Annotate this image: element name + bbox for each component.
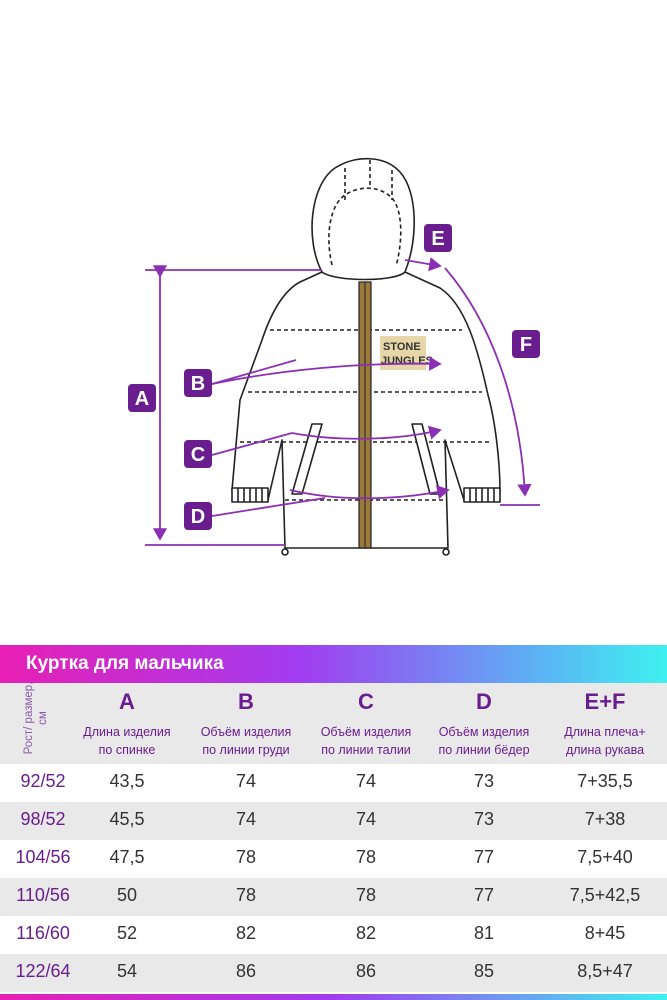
value-cell: 78 — [355, 885, 377, 905]
table-row — [0, 916, 667, 954]
value-cell: 7+38 — [584, 809, 626, 829]
badge-label-b: B — [190, 373, 206, 395]
value-cell: 54 — [116, 961, 138, 981]
value-cell: 47,5 — [109, 847, 145, 867]
badge-label-a: A — [134, 388, 150, 410]
column-desc-line: по спинке — [98, 743, 156, 757]
column-header-ef — [550, 683, 660, 759]
badge-label-e: E — [431, 228, 445, 250]
size-cell: 104/56 — [15, 847, 71, 867]
column-desc-line: по линии бёдер — [438, 743, 530, 757]
badge-label-f: F — [519, 334, 533, 356]
column-letter: C — [358, 689, 374, 714]
value-cell: 74 — [355, 771, 377, 791]
badge-label-d: D — [190, 506, 206, 528]
badge-d — [184, 502, 212, 530]
table-row — [0, 764, 667, 802]
size-column-header: Рост/ размер, см — [23, 681, 49, 755]
table-row — [0, 954, 667, 992]
badge-f — [512, 330, 540, 358]
badge-e — [424, 224, 452, 252]
value-cell: 7,5+42,5 — [569, 885, 641, 905]
svg-text:STONE: STONE — [383, 341, 421, 353]
column-header-b — [192, 683, 300, 759]
column-header-d — [430, 683, 538, 759]
badge-a — [128, 384, 156, 412]
value-cell: 7+35,5 — [577, 771, 633, 791]
value-cell: 77 — [473, 847, 495, 867]
size-cell: 122/64 — [15, 961, 71, 981]
size-cell: 92/52 — [20, 771, 66, 791]
value-cell: 78 — [355, 847, 377, 867]
column-header-c — [312, 683, 420, 759]
column-desc-line: Длина изделия — [83, 725, 171, 739]
value-cell: 77 — [473, 885, 495, 905]
value-cell: 82 — [235, 923, 257, 943]
column-desc-line: Длина плеча+ — [564, 725, 646, 739]
hood-inner — [329, 188, 401, 266]
column-header-a — [80, 683, 174, 759]
table-row — [0, 878, 667, 916]
badge-c — [184, 440, 212, 468]
size-cell: 98/52 — [20, 809, 66, 829]
value-cell: 74 — [235, 771, 257, 791]
value-cell: 86 — [355, 961, 377, 981]
value-cell: 85 — [473, 961, 495, 981]
value-cell: 78 — [235, 885, 257, 905]
column-letter: B — [238, 689, 254, 714]
value-cell: 73 — [473, 809, 495, 829]
stone-jungles-logo — [380, 336, 433, 370]
column-letter: A — [119, 689, 135, 714]
table-row — [0, 802, 667, 840]
value-cell: 43,5 — [109, 771, 145, 791]
value-cell: 73 — [473, 771, 495, 791]
value-cell: 78 — [235, 847, 257, 867]
size-cell: 110/56 — [16, 885, 70, 905]
svg-text:JUNGLES: JUNGLES — [381, 355, 433, 367]
badge-b — [184, 369, 212, 397]
value-cell: 74 — [235, 809, 257, 829]
value-cell: 82 — [355, 923, 377, 943]
value-cell: 52 — [116, 923, 138, 943]
table-row — [0, 840, 667, 878]
value-cell: 45,5 — [109, 809, 145, 829]
value-cell: 7,5+40 — [577, 847, 633, 867]
badge-label-c: C — [190, 444, 206, 466]
column-letter: E+F — [584, 689, 626, 714]
value-cell: 8,5+47 — [577, 961, 633, 981]
table-title: Куртка для мальчика — [26, 653, 224, 674]
column-desc-line: Объём изделия — [200, 725, 292, 739]
size-cell: 116/60 — [16, 923, 70, 943]
value-cell: 50 — [116, 885, 138, 905]
column-desc-line: длина рукава — [565, 743, 645, 757]
value-cell: 74 — [355, 809, 377, 829]
bottom-gradient-bar — [0, 994, 667, 1000]
value-cell: 8+45 — [584, 923, 626, 943]
column-desc-line: по линии груди — [202, 743, 290, 757]
column-letter: D — [476, 689, 492, 714]
column-desc-line: Объём изделия — [438, 725, 530, 739]
value-cell: 81 — [473, 923, 495, 943]
table-title-bar — [0, 645, 667, 683]
value-cell: 86 — [235, 961, 257, 981]
column-desc-line: Объём изделия — [320, 725, 412, 739]
column-desc-line: по линии талии — [321, 743, 411, 757]
